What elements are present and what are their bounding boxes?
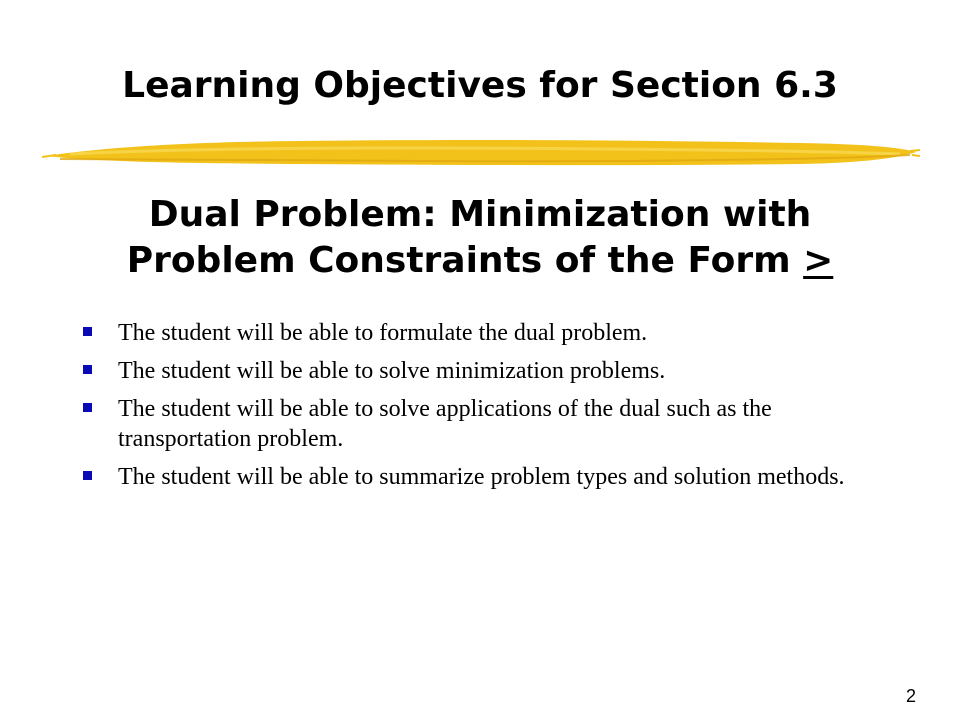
greater-equal-symbol: > <box>803 240 834 281</box>
page-number: 2 <box>905 686 916 706</box>
list-item <box>78 318 878 348</box>
objective-text: The student will be able to solve applications of the dual such as the transportation problem. <box>118 396 772 452</box>
bullet-square-icon <box>83 471 92 480</box>
objective-text: The student will be able to summarize problem types and solution methods. <box>118 464 845 490</box>
bullet-square-icon <box>83 365 92 374</box>
subtitle-line-1: Dual Problem: Minimization with <box>148 194 812 235</box>
bullet-square-icon <box>83 327 92 336</box>
list-item <box>78 394 878 454</box>
objective-text: The student will be able to formulate the dual problem. <box>118 320 648 346</box>
objectives-list <box>78 318 878 500</box>
list-item <box>78 462 878 492</box>
subtitle-line-2-text: Problem Constraints of the Form <box>126 240 804 281</box>
subtitle-line-2 <box>0 238 960 284</box>
brush-stroke-divider <box>40 128 920 178</box>
list-item <box>78 356 878 386</box>
slide-title: Learning Objectives for Section 6.3 <box>122 65 838 106</box>
slide-subtitle <box>0 192 960 284</box>
bullet-square-icon <box>83 403 92 412</box>
objective-text: The student will be able to solve minimization problems. <box>118 358 666 384</box>
